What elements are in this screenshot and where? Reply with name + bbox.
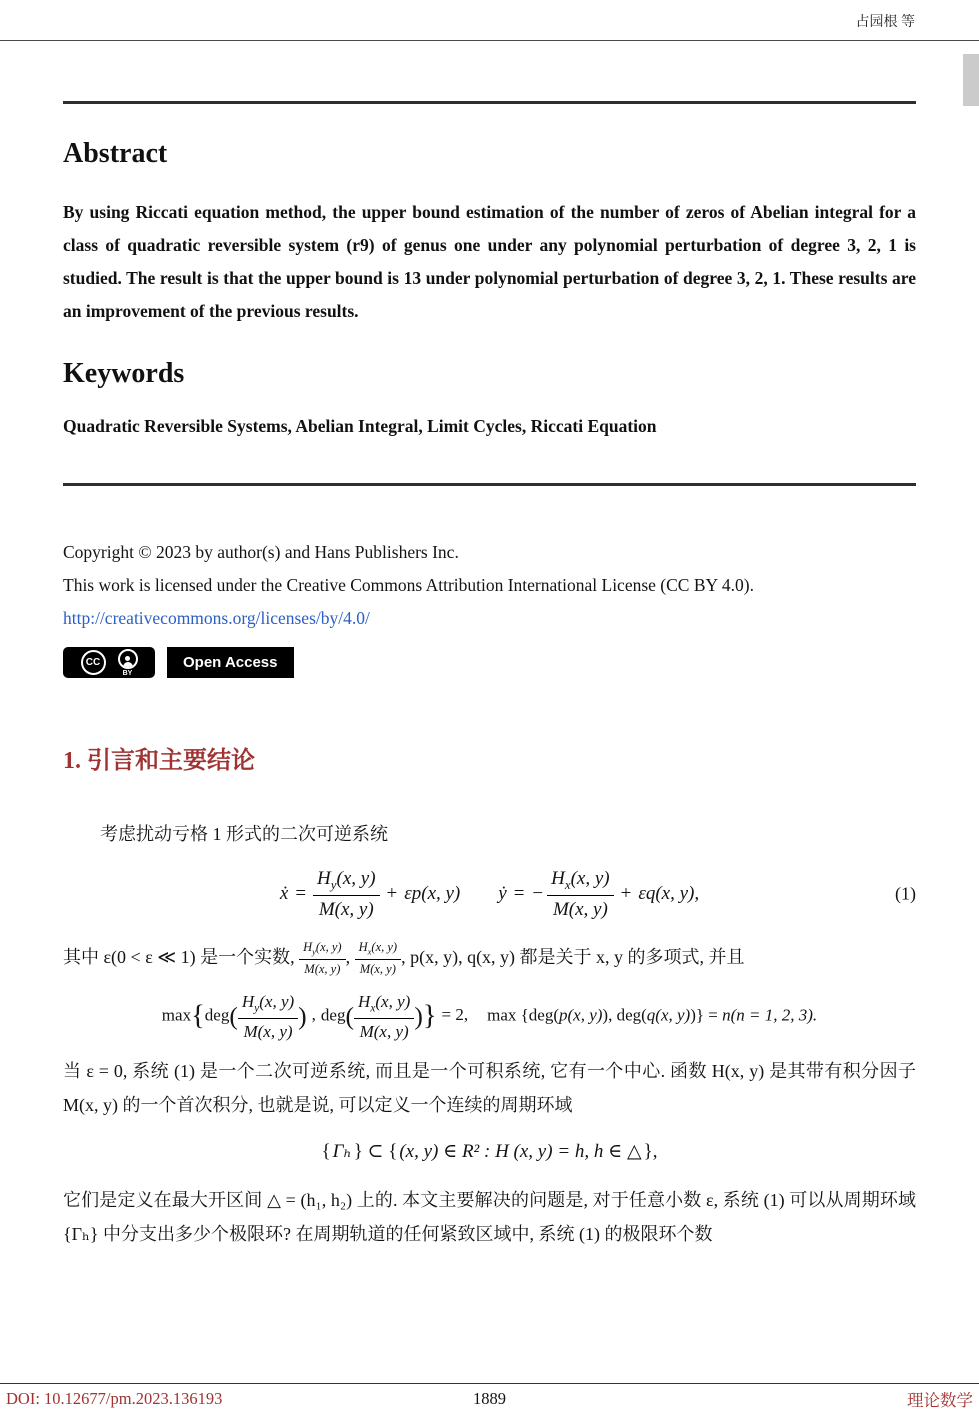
math-token: = <box>513 882 525 904</box>
equation-3 <box>63 1140 916 1163</box>
equation-1 <box>63 867 916 922</box>
math-subscript: x <box>564 876 571 892</box>
fraction-Hy-over-M <box>238 991 298 1042</box>
math-token: )} = <box>690 1005 723 1025</box>
math-token: (x, y) ∈ R² : H (x, y) = h, h ∈ △ <box>399 1141 642 1162</box>
math-token: M(x, y) <box>552 898 608 920</box>
cc-by-badge[interactable] <box>63 647 155 678</box>
math-subscript: y <box>330 876 337 892</box>
right-brace: } <box>422 1000 437 1032</box>
math-token: max <box>161 1005 192 1025</box>
math-token: H <box>241 991 255 1011</box>
left-brace: { <box>191 1000 205 1032</box>
license-line: This work is licensed under the Creative Commons Attribution International License (CC BY 4.0). <box>63 575 754 595</box>
fraction-numerator <box>354 991 414 1019</box>
fraction-numerator <box>355 940 401 960</box>
equation-1-tag: (1) <box>895 883 916 904</box>
copyright-line: Copyright © 2023 by author(s) and Hans Publishers Inc. <box>63 542 459 562</box>
running-head <box>0 0 979 41</box>
math-token: Γₕ <box>332 1141 352 1162</box>
math-token: = <box>295 882 307 904</box>
cc-by-label: BY <box>122 669 133 677</box>
math-token: } ⊂ { <box>353 1141 398 1162</box>
person-icon <box>118 649 138 669</box>
paragraph-system: 当 ε = 0, 系统 (1) 是一个二次可逆系统, 而且是一个可积系统, 它有一个中心. 函数 H(x, y) 是其带有积分因子 M(x, y) 的一个首次积分, 也就是说, 可以定义一个连续的周期环域 <box>63 1061 916 1115</box>
running-head-author: 占园根 等 <box>855 15 915 30</box>
open-access-label: Open Access <box>183 654 278 671</box>
math-token: M(x, y) <box>359 961 396 976</box>
text-run: 其中 ε(0 < ε ≪ 1) 是一个实数, <box>63 946 300 967</box>
cc-logo-icon <box>81 650 106 675</box>
left-brace: { <box>321 1141 331 1162</box>
math-token: (x, y) <box>371 940 398 955</box>
text-run: , p(x, y), q(x, y) 都是关于 x, y 的多项式, 并且 <box>401 946 745 967</box>
math-token: p(x, y) <box>559 1005 603 1025</box>
cc-logo-label: CC <box>85 657 101 668</box>
fraction-Hx-over-M <box>547 867 614 922</box>
license-block <box>63 536 916 678</box>
license-link[interactable]: http://creativecommons.org/licenses/by/4.0/ <box>63 608 370 628</box>
left-paren: ( <box>345 1001 354 1031</box>
section-1-heading: 1. 引言和主要结论 <box>63 748 255 774</box>
math-token: (x, y) <box>570 868 610 889</box>
paragraph-intro: 考虑扰动亏格 1 形式的二次可逆系统 <box>100 824 388 844</box>
math-subscript: x <box>370 1001 376 1015</box>
math-token: deg <box>204 1005 230 1025</box>
content <box>0 101 979 1251</box>
inline-fraction-Hx-over-M <box>355 940 401 977</box>
math-token: M(x, y) <box>318 898 374 920</box>
math-token: H <box>551 868 565 889</box>
abstract-heading: Abstract <box>63 138 168 169</box>
keywords-text: Quadratic Reversible Systems, Abelian Integral, Limit Cycles, Riccati Equation <box>63 416 657 436</box>
fraction-numerator <box>547 867 614 896</box>
keywords-heading: Keywords <box>63 358 185 389</box>
math-token: (x, y) <box>315 940 342 955</box>
math-token: q(x, y) <box>646 1005 691 1025</box>
abstract-text: By using Riccati equation method, the upper bound estimation of the number of zeros of Abelian integral for a class of quadratic reversible system (r9) of genus one under any polynomial perturbation of degree 3, 2, 1 is studied. The result is that the upper bound is 13 under polynomial perturbation of degree 3, 2, 1. These results are an improvement of the previous results. <box>63 202 916 321</box>
math-token: n(n = 1, 2, 3). <box>722 1005 818 1025</box>
math-token: εp(x, y) <box>404 882 461 904</box>
paragraph-interval: 它们是定义在最大开区间 △ = (h₁, h₂) 上的. 本文主要解决的问题是, 对于任意小数 ε, 系统 (1) 可以从周期环域{Γₕ} 中分支出多少个极限环? 在周期轨道的任何紧致区域中, 系统 (1) 的极限环个数 <box>63 1190 916 1244</box>
footer-journal: 理论数学 <box>907 1391 973 1410</box>
math-token: + <box>386 882 398 904</box>
math-token: H <box>303 940 313 955</box>
math-token: (x, y) <box>375 991 411 1011</box>
right-paren: ) <box>414 1001 423 1031</box>
scrollbar-thumb[interactable] <box>963 54 979 106</box>
math-subscript: y <box>312 946 316 957</box>
fraction-denominator <box>299 960 345 977</box>
math-subscript: x <box>367 946 372 957</box>
text-run: , <box>345 946 355 967</box>
math-token: deg <box>320 1005 346 1025</box>
math-token: H <box>357 991 371 1011</box>
math-subscript: y <box>254 1001 260 1015</box>
math-token: M(x, y) <box>243 1021 293 1041</box>
fraction-numerator <box>299 940 345 960</box>
math-token: (x, y) <box>259 991 295 1011</box>
divider-rule-bottom <box>63 483 916 486</box>
open-access-badge[interactable] <box>167 647 294 678</box>
inline-fraction-Hy-over-M <box>299 940 345 977</box>
math-token: M(x, y) <box>359 1021 409 1041</box>
fraction-denominator <box>354 1019 414 1042</box>
math-token: (x, y) <box>336 868 376 889</box>
cc-by-attribution <box>118 649 138 677</box>
math-token: εq(x, y), <box>638 882 700 904</box>
divider-rule-top <box>63 101 916 104</box>
fraction-Hy-over-M <box>313 867 380 922</box>
paragraph-where <box>63 940 916 977</box>
math-token: H <box>358 940 368 955</box>
fraction-Hx-over-M <box>354 991 414 1042</box>
license-badges <box>63 647 916 678</box>
fraction-denominator <box>547 896 614 922</box>
page-footer <box>0 1383 979 1414</box>
math-token: + <box>620 882 632 904</box>
fraction-numerator <box>238 991 298 1019</box>
right-paren: ) <box>298 1001 307 1031</box>
math-token: − <box>532 882 544 904</box>
fraction-numerator <box>313 867 380 896</box>
fraction-denominator <box>313 896 380 922</box>
footer-row <box>0 1384 979 1414</box>
equation-2 <box>63 991 916 1042</box>
math-token: H <box>317 868 331 889</box>
left-paren: ( <box>229 1001 238 1031</box>
fraction-denominator <box>238 1019 298 1042</box>
math-token: M(x, y) <box>304 961 341 976</box>
footer-doi: DOI: 10.12677/pm.2023.136193 <box>6 1389 223 1408</box>
math-token: ẏ <box>498 882 507 904</box>
right-brace: }, <box>643 1141 658 1162</box>
math-token: max {deg( <box>487 1005 559 1025</box>
equation-1-body <box>279 868 700 920</box>
math-token: ẋ <box>279 882 289 904</box>
fraction-denominator <box>355 960 401 977</box>
footer-page-number: 1889 <box>473 1389 506 1408</box>
math-token: , <box>311 1005 316 1025</box>
math-token: ), deg( <box>602 1005 647 1025</box>
math-token: = 2, <box>441 1005 469 1025</box>
